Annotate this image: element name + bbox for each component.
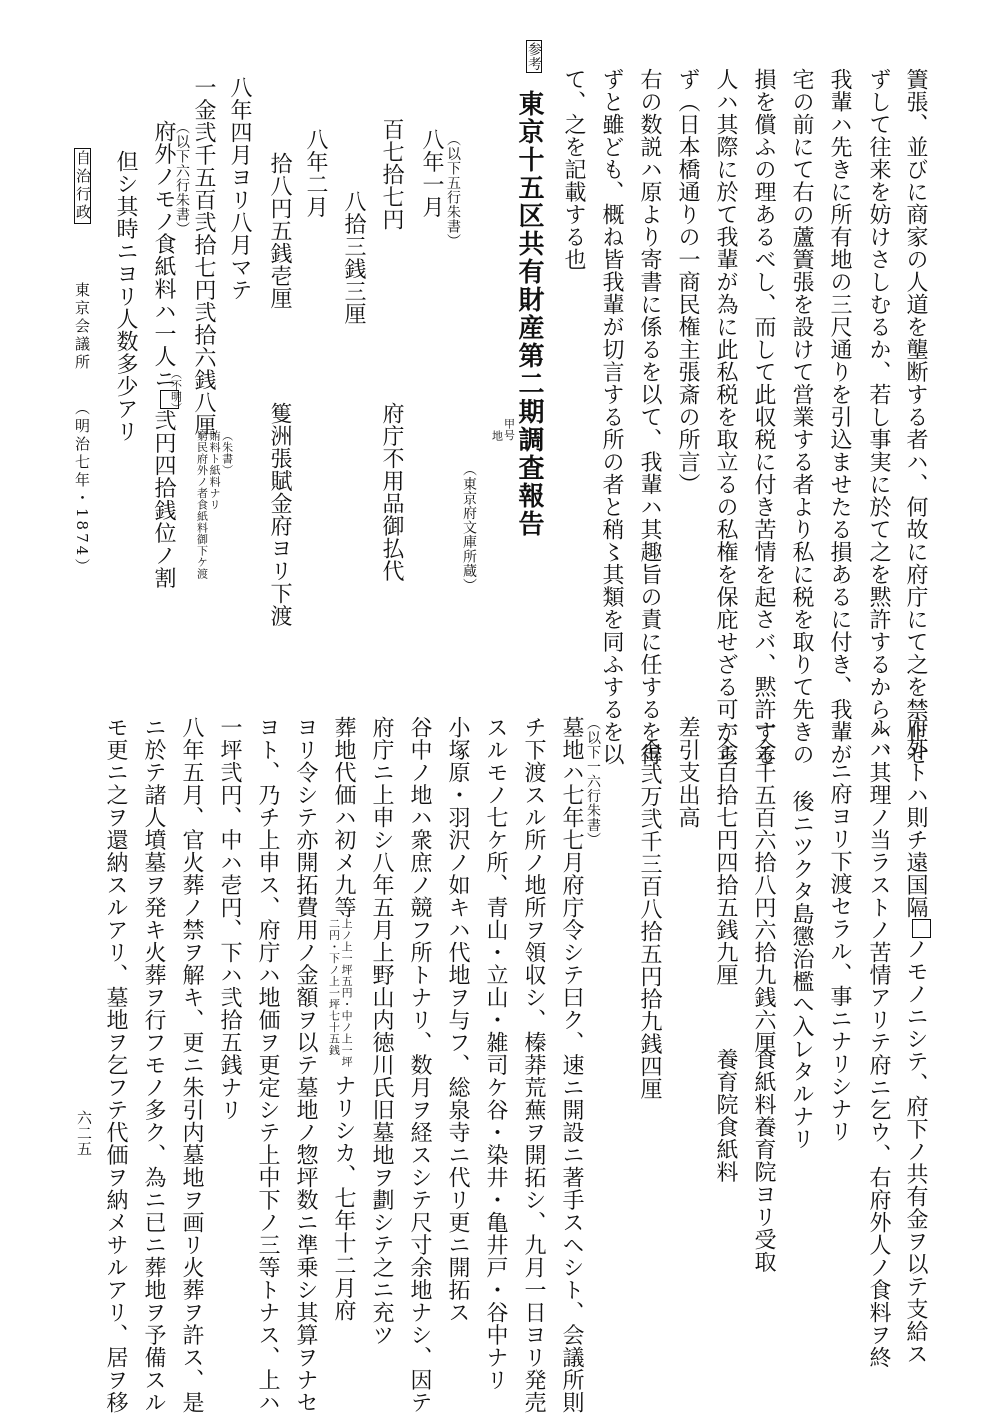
body-line: ニ於テ諸人墳墓ヲ発キ火葬ヲ行フモノ多ク、為ニ已ニ葬地ヲ予備スル bbox=[141, 716, 166, 1414]
body-line-part: 府外トハ則チ遠国隔 bbox=[903, 716, 928, 919]
body-line: 我輩ハ先きに所有地の三尺通りを引込ませたる損あるに付き、我輩が bbox=[827, 68, 852, 766]
entry-date: 八年四月ヨリ八月マテ bbox=[227, 76, 252, 301]
red-note: （以下五行朱書） bbox=[445, 132, 461, 248]
entry-amount: 百七拾七円 bbox=[379, 118, 404, 231]
body-line: 損を償ふの理あるべし、而して此収税に付き苦情を起さバ、黙許する bbox=[751, 68, 776, 766]
footer-year: （明治七年・1874） bbox=[73, 400, 91, 577]
source-note: （東京府文庫所蔵） bbox=[461, 462, 477, 593]
entry-date: 八年二月 bbox=[303, 128, 328, 218]
footer-category: 自治行政 bbox=[74, 150, 92, 222]
entry-desc: 府庁不用品御払代 bbox=[379, 402, 404, 582]
body-line: ずと雖ども、概ね皆我輩が切言する所の者と稍〻其類を同ふするを以 bbox=[599, 68, 624, 766]
body-line: 後ニツクタ島懲治檻へ入レタルナリ bbox=[789, 790, 814, 1150]
red-note: （以下六行朱書） bbox=[174, 120, 190, 236]
annotation-line: 窮民府外ノ者食紙料御下ケ渡 bbox=[195, 430, 209, 580]
entry-amount: 金弐万弐千三百八拾五円拾九銭四厘 bbox=[637, 740, 662, 1100]
entry-desc-part: 弐円四拾銭位ノ割 bbox=[151, 409, 176, 589]
body-line: ず（日本橋通りの一商民権主張斎の所言） bbox=[675, 68, 700, 496]
body-line: 八年五月、官火葬ノ禁ヲ解キ、更ニ朱引内墓地ヲ画リ火葬ヲ許ス、是 bbox=[179, 716, 204, 1414]
sanko-label: 参考 bbox=[526, 42, 542, 71]
entry-amount: 八拾三銭三厘 bbox=[341, 190, 366, 325]
entry-desc: 食紙料養育院ヨリ受取 bbox=[751, 1048, 776, 1273]
kou-gou-label: 甲号 bbox=[502, 418, 516, 441]
body-line: 谷中ノ地ハ衆庶ノ競フ所トナリ、数月ヲ経スシテ尺寸余地ナシ、因テ bbox=[407, 716, 432, 1414]
entry-amount: 一金百拾七円四拾五銭九厘 bbox=[713, 716, 738, 986]
body-line: ナリシカ、七年十二月府 bbox=[331, 1074, 356, 1322]
entry-date: 八年一月 bbox=[419, 128, 444, 218]
annotation-line: 賄料ト紙料ナリ bbox=[208, 430, 222, 511]
body-line: ニ府ヨリ下渡セラル、事ニナリシナリ bbox=[827, 760, 852, 1143]
price-annotation bbox=[328, 918, 352, 1068]
entry-amount: 拾八円五銭壱厘 bbox=[267, 152, 292, 310]
annotation-line: 二円・下ノ上一坪七十五銭 bbox=[327, 918, 341, 1056]
red-annotation bbox=[196, 430, 233, 580]
body-line: 一坪弐円、中ハ壱円、下ハ弐拾五銭ナリ bbox=[217, 716, 242, 1121]
entry-desc bbox=[152, 120, 179, 589]
report-title: 東京十五区共有財産第二期調査報告 bbox=[514, 90, 544, 538]
body-line: て、之を記載する也 bbox=[561, 68, 586, 271]
footer-place: 東京会議所 bbox=[73, 282, 91, 372]
body-line: ルハ其理ノ当ラストノ苦情アリテ府ニ乞ウ、右府外人ノ食料ヲ終 bbox=[866, 716, 891, 1369]
red-note: （朱書） bbox=[220, 430, 234, 476]
body-line: ずして往来を妨けさしむるか、若し事実に於て之を黙許するからハ、 bbox=[866, 68, 891, 766]
entry-amount: 一金千五百六拾八円六拾九銭六厘 bbox=[751, 716, 776, 1054]
entry-note: 但シ其時ニヨリ人数多少アリ bbox=[113, 150, 138, 443]
body-line: チ下渡スル所ノ地所ヲ領収シ、榛莽荒蕪ヲ開拓シ、九月一日ヨリ発売 bbox=[521, 716, 546, 1414]
body-line: 葬地代価ハ初メ九等 bbox=[331, 716, 356, 919]
body-line: 人ハ其際に於て我輩が為に此私税を取立るの私権を保庇せざる可から bbox=[713, 68, 738, 766]
body-line: 墓地ハ七年七月府庁令シテ曰ク、速ニ開設ニ著手スヘシト、会議所則 bbox=[559, 716, 584, 1414]
section-heading: 差引支出高 bbox=[675, 716, 700, 829]
illegible-box bbox=[912, 919, 931, 938]
red-note: （以下一六行朱書） bbox=[585, 716, 601, 847]
body-line bbox=[904, 716, 931, 1365]
body-line: 宅の前にて右の蘆簀張を設けて営業する者より私に税を取りて先きの bbox=[789, 68, 814, 766]
chi-label: 地 bbox=[490, 430, 504, 442]
entry-desc: 養育院食紙料 bbox=[713, 1048, 738, 1183]
body-line: ヨリ令シテ亦開拓費用ノ金額ヲ以テ墓地ノ惣坪数ニ準乗シ其算ヲナセ bbox=[293, 716, 318, 1414]
body-line: 簀張、並びに商家の人道を壟断する者ハ、何故に府庁にて之を禁止せ bbox=[903, 68, 928, 766]
body-line: 府庁ニ上申シ八年五月上野山内徳川氏旧墓地ヲ劃シテ之ニ充ツ bbox=[369, 716, 394, 1346]
body-line: スルモノ七ケ所、青山・立山・雑司ケ谷・染井・亀井戸・谷中ナリ bbox=[483, 716, 508, 1391]
body-line: 右の数説ハ原より寄書に係るを以て、我輩ハ其趣旨の責に任するを得 bbox=[637, 68, 662, 766]
body-line: モ更ニ之ヲ還納スルアリ、墓地ヲ乞フテ代価ヲ納メサルアリ、居ヲ移 bbox=[103, 716, 128, 1414]
body-line: 小塚原・羽沢ノ如キハ代地ヲ与フ、総泉寺ニ代リ更ニ開拓ス bbox=[445, 716, 470, 1324]
entry-amount: 一金弐千五百弐拾七円弐拾六銭八厘 bbox=[191, 76, 216, 436]
body-line-part: ノモノニシテ、府下ノ共有金ヲ以テ支給ス bbox=[903, 937, 928, 1365]
annotation-line: 上ノ上一坪五円・中ノ上一坪 bbox=[340, 918, 354, 1068]
page-number: 六二五 bbox=[75, 1110, 93, 1157]
entry-desc-part: 府外ノモノ食紙料ハ一人ニ bbox=[151, 120, 176, 390]
entry-desc: 篗洲張賦金府ヨリ下渡 bbox=[267, 402, 292, 627]
body-line: ヨト、乃チ上申ス、府庁ハ地価ヲ更定シテ上中下ノ三等トナス、上ハ bbox=[255, 716, 280, 1414]
fumei-note: （不明） bbox=[169, 368, 183, 414]
